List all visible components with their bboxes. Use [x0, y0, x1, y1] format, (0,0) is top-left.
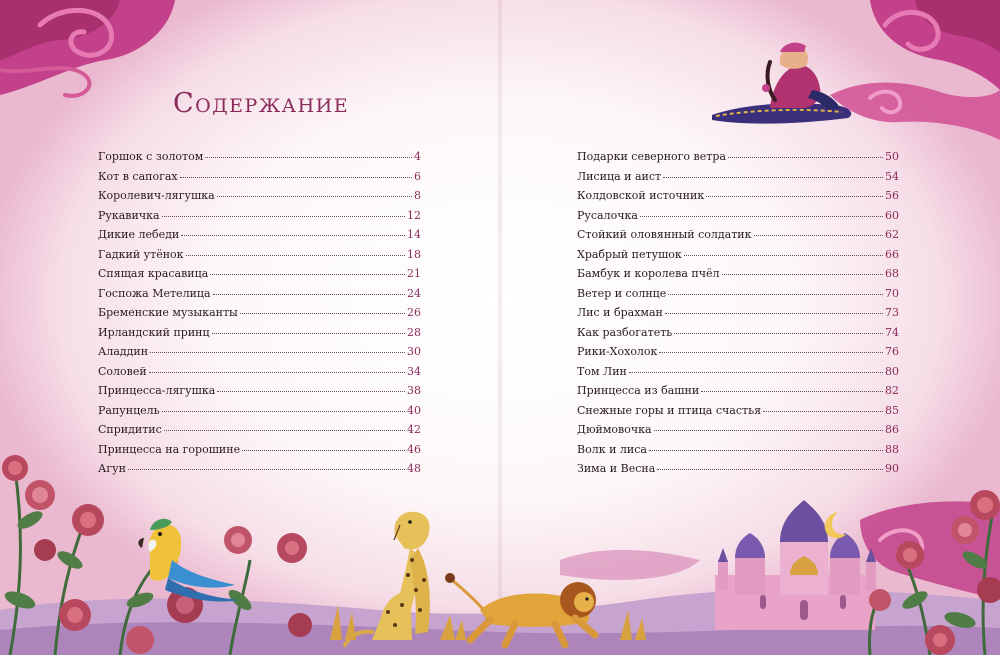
toc-entry-title: Зима и Весна — [577, 462, 656, 475]
toc-entry[interactable] — [98, 365, 421, 385]
table-of-contents-right — [577, 150, 899, 482]
dot-leader — [205, 157, 412, 158]
toc-entry[interactable] — [98, 404, 421, 424]
toc-entry-title: Принцесса из башни — [577, 384, 700, 397]
dot-leader — [754, 235, 884, 236]
toc-entry[interactable] — [98, 287, 421, 307]
toc-entry-page-number: 26 — [407, 306, 421, 319]
toc-entry-page-number: 74 — [885, 325, 899, 339]
toc-entry[interactable] — [98, 228, 421, 248]
dot-leader — [181, 235, 405, 236]
toc-entry-page-number: 14 — [407, 228, 421, 241]
swirl-clouds-top-right-illustration — [830, 0, 1000, 140]
toc-entry-page-number: 70 — [885, 286, 899, 300]
toc-entry-title: Рапунцель — [98, 403, 160, 417]
toc-entry[interactable] — [577, 150, 899, 170]
toc-entry-title: Дикие лебеди — [98, 228, 180, 241]
toc-entry[interactable] — [98, 423, 421, 443]
toc-entry[interactable] — [577, 345, 899, 365]
toc-entry[interactable] — [577, 228, 899, 248]
toc-entry-page-number: 4 — [414, 150, 421, 163]
dot-leader — [162, 216, 405, 217]
toc-entry-page-number: 30 — [407, 345, 421, 358]
toc-entry-title: Госпожа Метелица — [98, 286, 211, 300]
dot-leader — [640, 216, 883, 217]
toc-entry-title: Колдовской источник — [577, 189, 705, 202]
toc-entry-page-number: 73 — [885, 306, 899, 319]
toc-entry-page-number: 21 — [407, 267, 421, 280]
dot-leader — [663, 177, 883, 178]
toc-entry[interactable] — [98, 267, 421, 287]
toc-entry-title: Горшок с золотом — [98, 150, 204, 163]
toc-entry-page-number: 6 — [414, 169, 421, 183]
toc-entry-title: Как разбогатеть — [577, 325, 673, 339]
toc-entry-page-number: 38 — [407, 384, 421, 397]
toc-entry-title: Принцесса-лягушка — [98, 384, 216, 397]
dot-leader — [212, 333, 405, 334]
dot-leader — [674, 333, 883, 334]
toc-entry-title: Агун — [98, 462, 126, 475]
toc-entry-page-number: 34 — [407, 364, 421, 378]
dot-leader — [217, 391, 405, 392]
toc-entry[interactable] — [577, 404, 899, 424]
dot-leader — [162, 411, 405, 412]
toc-entry[interactable] — [98, 384, 421, 404]
palace-with-crescent-moon-illustration — [715, 500, 876, 630]
dot-leader — [164, 430, 405, 431]
table-of-contents-left — [98, 150, 421, 482]
toc-entry-title: Кот в сапогах — [98, 169, 178, 183]
toc-entry-title: Спящая красавица — [98, 267, 209, 280]
toc-entry[interactable] — [98, 248, 421, 268]
toc-entry-page-number: 80 — [885, 364, 899, 378]
parrot-illustration — [138, 519, 240, 602]
toc-entry[interactable] — [98, 443, 421, 463]
toc-entry[interactable] — [98, 150, 421, 170]
toc-entry-page-number: 18 — [407, 247, 421, 261]
toc-entry[interactable] — [577, 267, 899, 287]
toc-entry-title: Бамбук и королева пчёл — [577, 267, 720, 280]
dot-leader — [242, 450, 405, 451]
toc-entry-title: Королевич-лягушка — [98, 189, 215, 202]
toc-entry-page-number: 54 — [885, 169, 899, 183]
toc-entry[interactable] — [98, 345, 421, 365]
dot-leader — [701, 391, 883, 392]
dot-leader — [728, 157, 883, 158]
magic-carpet-rider-illustration — [712, 43, 851, 124]
toc-entry-title: Русалочка — [577, 208, 638, 222]
dot-leader — [180, 177, 412, 178]
dot-leader — [210, 274, 405, 275]
toc-entry-page-number: 24 — [407, 286, 421, 300]
toc-entry-title: Рукавичка — [98, 208, 160, 222]
toc-entry-title: Лис и брахман — [577, 306, 663, 319]
dot-leader — [659, 352, 883, 353]
dot-leader — [186, 255, 405, 256]
dot-leader — [657, 469, 883, 470]
toc-entry-page-number: 48 — [407, 462, 421, 475]
toc-entry-page-number: 8 — [414, 189, 421, 202]
dot-leader — [649, 450, 883, 451]
toc-entry[interactable] — [98, 189, 421, 209]
toc-entry[interactable] — [577, 423, 899, 443]
toc-entry[interactable] — [577, 443, 899, 463]
toc-entry-page-number: 85 — [885, 403, 899, 417]
toc-entry-title: Принцесса на горошине — [98, 442, 241, 456]
dot-leader — [654, 430, 883, 431]
toc-entry-title: Рики-Хохолок — [577, 345, 658, 358]
swirl-clouds-top-left-illustration — [0, 0, 175, 96]
dot-leader — [763, 411, 883, 412]
dot-leader — [665, 313, 883, 314]
toc-entry-page-number: 50 — [885, 150, 899, 163]
dot-leader — [128, 469, 405, 470]
dot-leader — [213, 294, 405, 295]
dot-leader — [684, 255, 883, 256]
toc-entry-title: Том Лин — [577, 364, 627, 378]
toc-entry[interactable] — [577, 287, 899, 307]
toc-entry-page-number: 82 — [885, 384, 899, 397]
toc-entry-title: Дюймовочка — [577, 423, 652, 436]
toc-entry-page-number: 56 — [885, 189, 899, 202]
toc-entry-page-number: 60 — [885, 208, 899, 222]
toc-entry[interactable] — [98, 306, 421, 326]
toc-entry[interactable] — [577, 306, 899, 326]
toc-entry[interactable] — [577, 248, 899, 268]
dot-leader — [629, 372, 883, 373]
toc-entry-page-number: 76 — [885, 345, 899, 358]
toc-entry-page-number: 66 — [885, 247, 899, 261]
toc-entry-page-number: 68 — [885, 267, 899, 280]
toc-entry[interactable] — [577, 326, 899, 346]
toc-entry-page-number: 88 — [885, 442, 899, 456]
toc-entry[interactable] — [577, 170, 899, 190]
toc-entry-title: Аладдин — [98, 345, 149, 358]
toc-entry-page-number: 40 — [407, 403, 421, 417]
dot-leader — [706, 196, 883, 197]
toc-entry-title: Волк и лиса — [577, 442, 647, 456]
toc-entry[interactable] — [577, 209, 899, 229]
dot-leader — [668, 294, 883, 295]
toc-entry-title: Гадкий утёнок — [98, 247, 184, 261]
dot-leader — [150, 352, 405, 353]
toc-entry-page-number: 28 — [407, 325, 421, 339]
toc-entry[interactable] — [577, 384, 899, 404]
dot-leader — [149, 372, 405, 373]
toc-entry[interactable] — [577, 462, 899, 482]
toc-entry-page-number: 46 — [407, 442, 421, 456]
toc-entry-title: Бременские музыканты — [98, 306, 238, 319]
toc-entry-title: Стойкий оловянный солдатик — [577, 228, 752, 241]
dot-leader — [217, 196, 412, 197]
toc-entry[interactable] — [98, 209, 421, 229]
dot-leader — [722, 274, 883, 275]
toc-entry-title: Снежные горы и птица счастья — [577, 403, 762, 417]
toc-entry-title: Храбрый петушок — [577, 247, 682, 261]
toc-entry-title: Лисица и аист — [577, 169, 662, 183]
toc-entry-page-number: 90 — [885, 462, 899, 475]
toc-entry-title: Спридитис — [98, 423, 162, 436]
toc-entry[interactable] — [98, 326, 421, 346]
toc-entry-title: Ветер и солнце — [577, 286, 667, 300]
page-title: Содержание — [173, 88, 350, 119]
toc-entry-page-number: 42 — [407, 423, 421, 436]
toc-entry-page-number: 86 — [885, 423, 899, 436]
toc-entry-page-number: 12 — [407, 208, 421, 222]
toc-entry-title: Подарки северного ветра — [577, 150, 726, 163]
toc-entry-page-number: 62 — [885, 228, 899, 241]
toc-entry[interactable] — [98, 462, 421, 482]
toc-entry[interactable] — [577, 189, 899, 209]
toc-entry[interactable] — [577, 365, 899, 385]
toc-entry[interactable] — [98, 170, 421, 190]
toc-entry-title: Соловей — [98, 364, 147, 378]
dot-leader — [240, 313, 405, 314]
toc-entry-title: Ирландский принц — [98, 325, 210, 339]
